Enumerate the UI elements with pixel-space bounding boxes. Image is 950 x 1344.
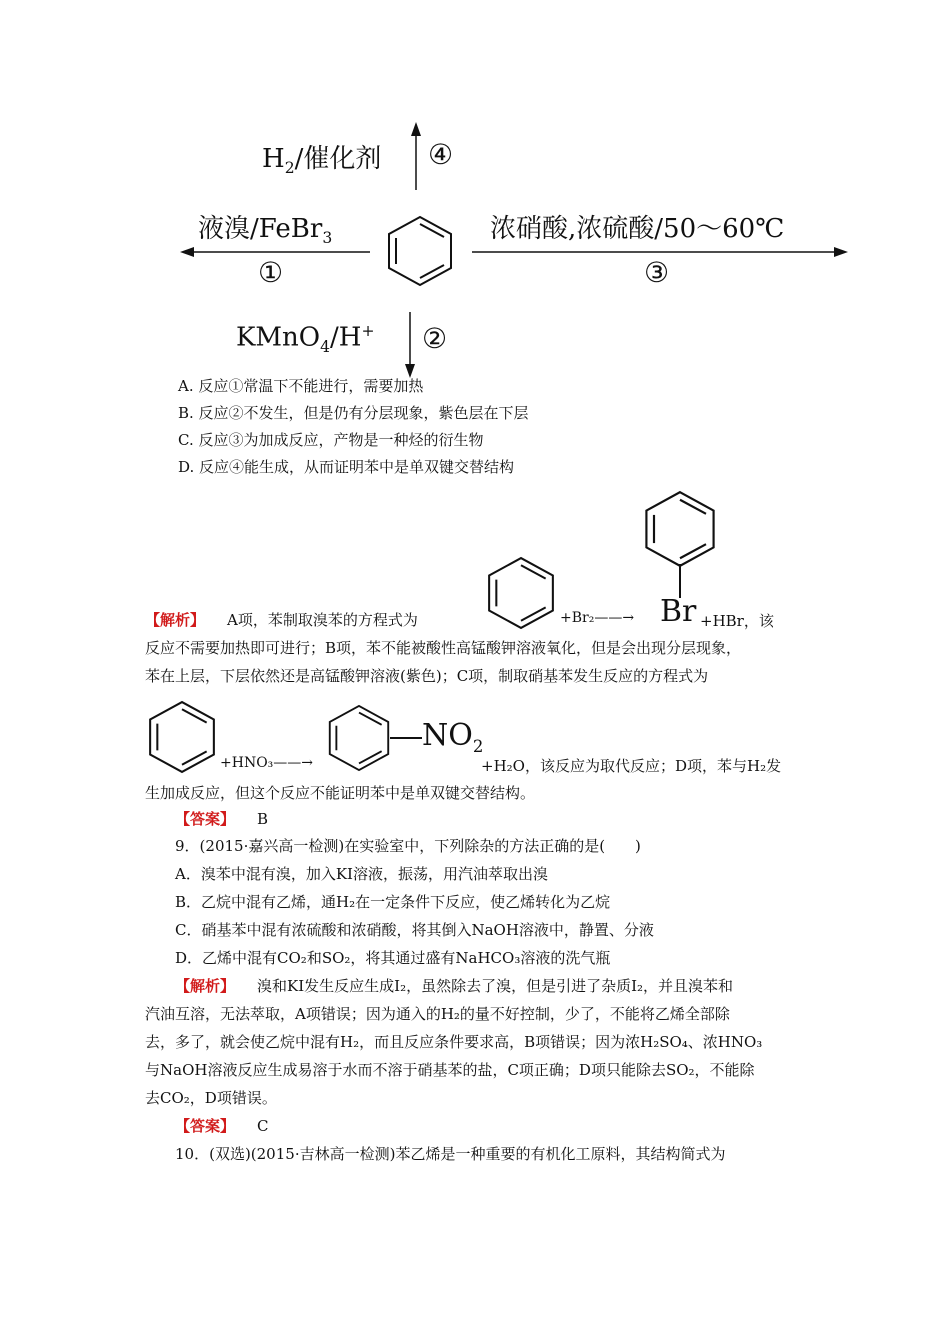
condition-3-label: 浓硝酸,浓硫酸/50～60℃ (490, 214, 785, 244)
reaction-2-number: ② (422, 322, 448, 355)
reaction-1-number: ① (258, 256, 284, 289)
analysis8-line3: 苯在上层，下层依然还是高锰酸钾溶液(紫色)；C项，制取硝基苯发生反应的方程式为 (145, 667, 709, 685)
analysis9-line5: 去CO₂，D项错误。 (145, 1089, 277, 1107)
analysis-tag: 【解析】 (145, 611, 206, 629)
q9-option-d: D．乙烯中混有CO₂和SO₂，将其通过盛有NaHCO₃溶液的洗气瓶 (175, 949, 611, 967)
benzene-ring-icon (385, 215, 455, 287)
q8-option-c: C. 反应③为加成反应，产物是一种烃的衍生物 (178, 431, 484, 449)
condition-4-label: $H_2/$催化剂 (262, 144, 382, 178)
bromobenzene-ring-icon (642, 490, 718, 568)
q9-option-a: A．溴苯中混有溴，加入KI溶液，振荡，用汽油萃取出溴 (175, 865, 548, 883)
q8-option-d: D. 反应④能生成，从而证明苯中是单双键交替结构 (178, 458, 515, 476)
q9-option-b: B．乙烷中混有乙烯，通H₂在一定条件下反应，使乙烯转化为乙烷 (175, 893, 611, 911)
bromine-label: Br (660, 594, 697, 629)
analysis8-line1: 【解析】 A项，苯制取溴苯的方程式为 (145, 611, 418, 629)
nitrobenzene-ring-icon (326, 704, 392, 772)
analysis8-line4: +H₂O，该反应为取代反应；D项，苯与H₂发 (481, 757, 782, 775)
analysis9-line1: 【解析】 溴和KI发生反应生成I₂，虽然除去了溴，但是引进了杂质I₂，并且溴苯和 (175, 977, 734, 995)
benzene-nitration-icon (146, 700, 218, 774)
reaction-3-number: ③ (644, 256, 670, 289)
bromine-bond (678, 564, 682, 598)
q9-option-c: C．硝基苯中混有浓硫酸和浓硝酸，将其倒入NaOH溶液中，静置、分液 (175, 921, 654, 939)
nitro-bond (390, 736, 422, 740)
analysis9-line2: 汽油互溶，无法萃取，A项错误；因为通入的H₂的量不好控制，少了，不能将乙烯全部除 (145, 1005, 730, 1023)
q9-stem: 9．(2015·嘉兴高一检测)在实验室中，下列除杂的方法正确的是( ) (175, 837, 641, 855)
eq1-reagent: +Br₂——→ (560, 610, 635, 626)
condition-2-label: KMnO$_4$/H+ (236, 322, 375, 356)
reaction-4-number: ④ (428, 138, 454, 171)
q8-option-a: A. 反应①常温下不能进行，需要加热 (178, 377, 424, 395)
answer8: 【答案】 B (175, 810, 269, 828)
eq1-product-tail: +HBr，该 (700, 612, 774, 630)
q10-stem: 10．(双选)(2015·吉林高一检测)苯乙烯是一种重要的有机化工原料，其结构简式为 (175, 1145, 726, 1163)
analysis9-line4: 与NaOH溶液反应生成易溶于水而不溶于硝基苯的盐，C项正确；D项只能除去SO₂，不能除 (145, 1061, 755, 1079)
eq2-reagent: +HNO₃——→ (220, 755, 314, 771)
analysis8-line2: 反应不需要加热即可进行；B项，苯不能被酸性高锰酸钾溶液氧化，但是会出现分层现象， (145, 639, 742, 657)
benzene-reactant-icon (485, 556, 557, 630)
scheme-arrows (0, 0, 950, 390)
analysis9-line3: 去，多了，就会使乙烷中混有H₂，而且反应条件要求高，B项错误；因为浓H₂SO₄、浓HNO₃ (145, 1033, 763, 1051)
q8-option-b: B. 反应②不发生，但是仍有分层现象，紫色层在下层 (178, 404, 529, 422)
analysis8-line5: 生加成反应，但这个反应不能证明苯中是单双键交替结构。 (145, 784, 536, 802)
condition-1-label: 液溴/FeBr$_3$ (198, 214, 333, 248)
nitro-group-label: $NO_2$ (422, 718, 484, 756)
answer9: 【答案】 C (175, 1117, 269, 1135)
